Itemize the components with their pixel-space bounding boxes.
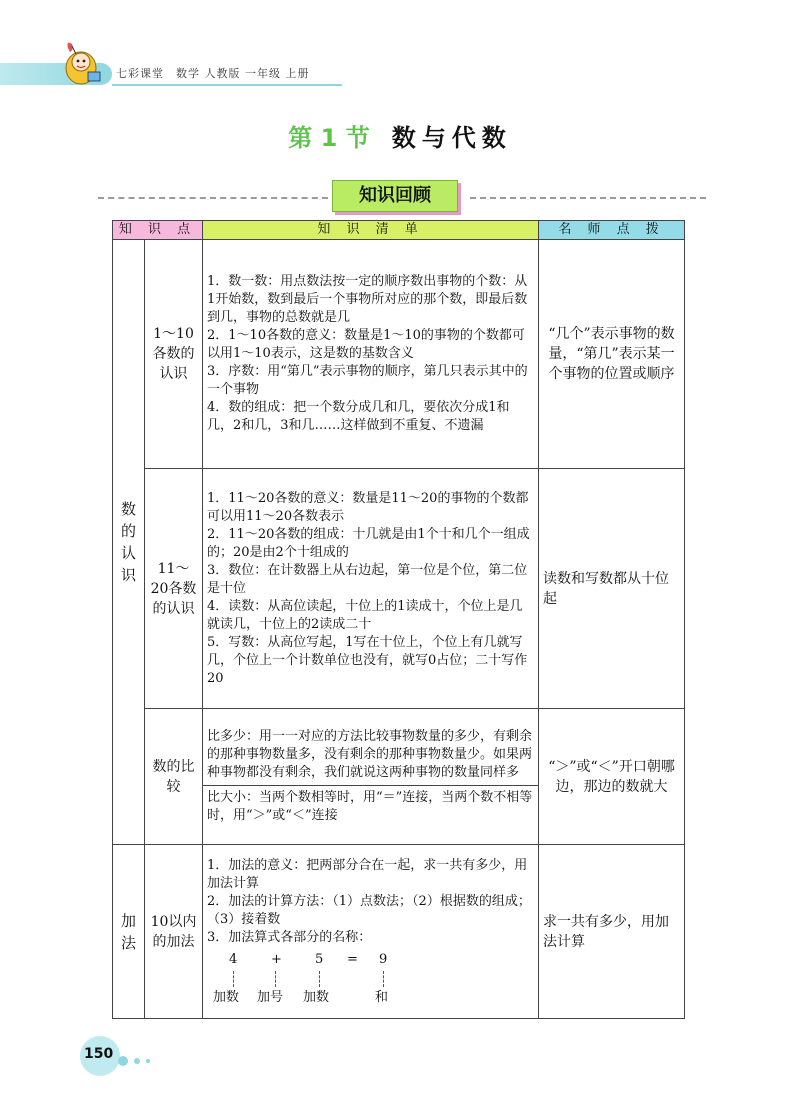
list-item: 5．写数：从高位写起，1写在十位上，个位上有几就写几，个位上一个计数单位也没有，就写0占位；二十写作20: [207, 634, 528, 686]
section-number: 第 1 节: [288, 124, 370, 152]
badge: [332, 180, 464, 214]
header-knowledge-list: 知 识 清 单: [203, 221, 539, 240]
dashed-pointer: [383, 971, 384, 987]
list-item: 2．1～10各数的意义：数量是1～10的事物的个数都可以用1～10表示，这是数的基数含义: [207, 328, 525, 361]
category-number-recognition: [113, 240, 145, 845]
label-plus: 加号: [257, 989, 284, 1005]
label-addend-1: 加数: [213, 989, 240, 1005]
mascot-icon: [58, 38, 104, 88]
teacher-tip: “几个”表示事物的数量，“第几”表示某一个事物的位置或顺序: [539, 240, 685, 469]
header-text: 七彩课堂 数学 人教版 一年级 上册: [116, 67, 310, 80]
category-addition: [113, 845, 145, 1019]
section-name: 数与代数: [391, 124, 512, 152]
dashed-rule-left: [98, 197, 328, 199]
list-item: 3．加法算式各部分的名称：: [207, 929, 372, 945]
teacher-tip: “＞”或“＜”开口朝哪边，那边的数就大: [539, 709, 685, 845]
label-sum: 和: [375, 989, 389, 1005]
list-item: 3．序数：用“第几”表示事物的顺序，第几只表示其中的一个事物: [207, 364, 528, 397]
section-title: [0, 118, 800, 153]
list-item: 3．数位：在计数器上从右边起，第一位是个位，第二位是十位: [207, 562, 528, 596]
decor-dot: [118, 1056, 128, 1066]
table-row: [113, 709, 685, 845]
subtopic: 11～20各数的认识: [145, 469, 203, 709]
subtopic: 1～10各数的认识: [145, 240, 203, 469]
compare-size: 比大小：当两个数相等时，用“＝”连接，当两个数不相等时，用“＞”或“＜”连接: [207, 790, 533, 823]
list-item: 2．11～20各数的组成：十几就是由1个十和几个一组成的；20是由2个十组成的: [207, 526, 530, 560]
list-item: 1．数一数：用点数法按一定的顺序数出事物的个数：从1开始数，数到最后一个事物所对应的那个数，即最后数到几，事物的总数就是几: [207, 274, 528, 325]
dashed-rule-right: [470, 197, 706, 199]
equation-addend-1: 4: [229, 951, 238, 967]
header-line: [112, 84, 342, 86]
header-teacher-tips: 名 师 点 拨: [539, 221, 685, 240]
page-number: 150: [84, 1046, 114, 1062]
category-label: 数的认识: [120, 500, 136, 584]
dashed-pointer: [233, 971, 234, 987]
dashed-pointer: [275, 971, 276, 987]
equation-equals: =: [347, 951, 358, 967]
decor-dot: [134, 1058, 140, 1064]
list-item: 4．读数：从高位读起，十位上的1读成十，个位上是几就读几，十位上的2读成二十: [207, 598, 523, 632]
subtopic: 数的比较: [145, 709, 203, 845]
knowledge-items: [203, 469, 539, 709]
table-header-row: [113, 221, 685, 240]
table-row: [113, 469, 685, 709]
equation-addend-2: 5: [315, 951, 324, 967]
list-item: 2．加法的计算方法：（1）点数法；（2）根据数的组成；（3）接着数: [207, 893, 531, 927]
badge-label: 知识回顾: [332, 180, 458, 212]
addition-equation: [207, 951, 534, 1007]
knowledge-items: [203, 709, 539, 845]
equation-sum: 9: [379, 951, 388, 967]
decor-dot: [146, 1059, 150, 1063]
list-item: 4．数的组成：把一个数分成几和几，要依次分成1和几，2和几，3和几……这样做到不重复、不遗漏: [207, 400, 510, 433]
compare-quantity: 比多少：用一一对应的方法比较事物数量的多少，有剩余的那种事物数量多，没有剩余的那种事物数量少。如果两种事物都没有剩余，我们就说这两种事物的数量同样多: [203, 725, 538, 786]
list-item: 1．11～20各数的意义：数量是11～20的事物的个数都可以用11～20各数表示: [207, 490, 529, 524]
knowledge-items: [203, 240, 539, 469]
table-row: [113, 845, 685, 1019]
label-addend-2: 加数: [303, 989, 330, 1005]
table-row: [113, 240, 685, 469]
subtopic: 10以内的加法: [145, 845, 203, 1019]
category-label: 加法: [120, 911, 136, 952]
list-item: 1．加法的意义：把两部分合在一起，求一共有多少，用加法计算: [207, 857, 528, 891]
knowledge-table: [112, 220, 685, 1019]
dashed-pointer: [319, 971, 320, 987]
header-knowledge-point: 知 识 点: [113, 221, 203, 240]
teacher-tip: 读数和写数都从十位起: [539, 469, 685, 709]
teacher-tip: 求一共有多少，用加法计算: [539, 845, 685, 1019]
knowledge-items: [203, 845, 539, 1019]
equation-plus: +: [271, 951, 282, 967]
